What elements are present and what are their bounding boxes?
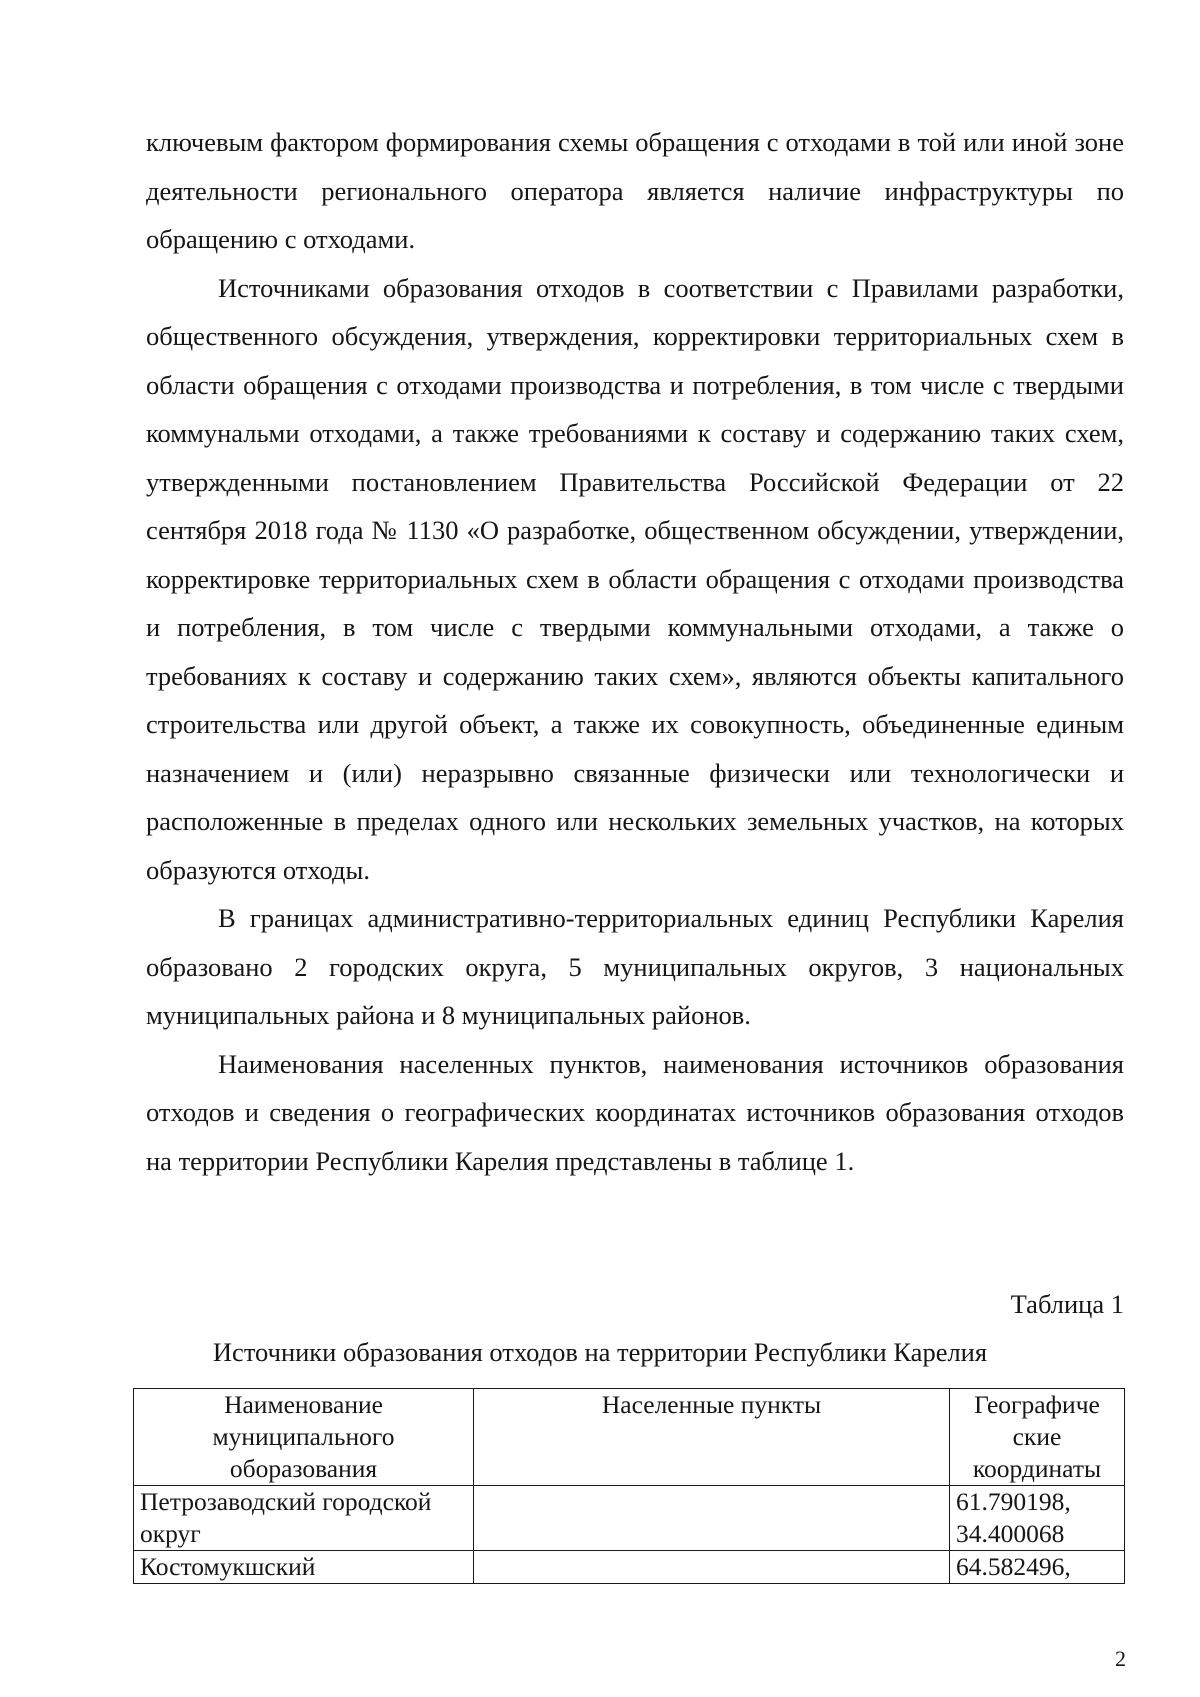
paragraph-administrative-units: В границах административно-территориальных единиц Республики Карелия образовано 2 городских округа, 5 муниципальных округов, 3 национальных муниципальных района и 8 муниципальных районов. <box>146 903 1124 1030</box>
waste-sources-table <box>133 1388 1125 1584</box>
header-coordinates: Географиче ские координаты <box>950 1389 1125 1486</box>
cell-municipality: Костомукшский <box>134 1551 474 1584</box>
table-label: Таблица 1 <box>1010 1289 1124 1319</box>
cell-coordinates: 64.582496, <box>950 1551 1125 1584</box>
table-header-row <box>134 1389 1125 1486</box>
header-settlements: Населенные пункты <box>474 1389 950 1486</box>
paragraph-continuation: ключевым фактором формирования схемы обращения с отходами в той или иной зоне деятельности регионального оператора является наличие инфраструктуры по обращению с отходами. <box>146 127 1124 254</box>
page-number: 2 <box>1115 1646 1126 1671</box>
cell-settlements <box>474 1486 950 1551</box>
table-row <box>134 1486 1125 1551</box>
header-municipality: Наименование муниципального оборазования <box>134 1389 474 1486</box>
paragraph-table-reference: Наименования населенных пунктов, наименования источников образования отходов и сведения о географических координатах источников образования отходов на территории Республики Карелия представлены в таблице 1. <box>146 1048 1124 1176</box>
paragraph-waste-sources: Источниками образования отходов в соответствии с Правилами разработки, общественного обсуждения, утверждения, корректировки территориальных схем в области обращения с отходами производства и потребления, в том числе с твердыми коммунальми отходами, а также требованиями к составу и содержанию таких схем, утвержденными постановлением Правительства Российской Федерации от 22 сентября 2018 года № 1130 «О разработке, общественном обсуждении, утверждении, корректировке территориальных схем в области обращения с отходами производства и потребления, в том числе с твердыми коммунальными отходами, а также о требованиях к составу и содержанию таких схем», являются объекты капитального строительства или другой объект, а также их совокупность, объединенные единым назначением и (или) неразрывно связанные физически или технологически и расположенные в пределах одного или нескольких земельных участков, на которых образуются отходы. <box>146 272 1124 885</box>
cell-coordinates: 61.790198, 34.400068 <box>950 1486 1125 1551</box>
table-row <box>134 1551 1125 1584</box>
table-title: Источники образования отходов на территории Республики Карелия <box>212 1337 988 1367</box>
cell-municipality: Петрозаводский городской округ <box>134 1486 474 1551</box>
cell-settlements <box>474 1551 950 1584</box>
body-text <box>146 118 1124 1185</box>
